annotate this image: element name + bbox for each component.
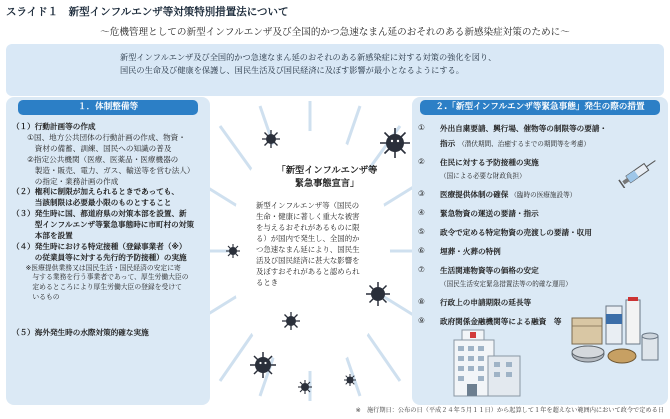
virus-icon xyxy=(380,128,410,158)
measure-number: ③ xyxy=(418,189,425,198)
measure-text: 政府関係金融機関等による融資 等 xyxy=(440,317,562,326)
left-line: （４）発生時における特定接種（登録事業者（※） xyxy=(12,241,187,251)
center-line: 及ぼすおそれがあると認められ xyxy=(256,267,360,276)
slide-title: スライド１ 新型インフルエンザ等対策特別措置法について xyxy=(6,6,289,18)
virus-icon xyxy=(226,244,240,258)
measure-item-1 xyxy=(418,123,666,138)
syringe-icon xyxy=(618,156,660,188)
center-line: 新型インフルエンザ等（国民の xyxy=(256,201,360,210)
center-line: る）が国内で発生し、全国的か xyxy=(256,234,360,243)
measure-note: （潜伏期間、治癒するまでの期間等を考慮） xyxy=(458,140,591,148)
emergency-declaration-title xyxy=(252,164,402,190)
center-line: 生命・健康に著しく重大な被害 xyxy=(256,212,360,221)
virus-icon xyxy=(282,312,300,330)
measure-text: 埋葬・火葬の特例 xyxy=(440,247,501,256)
center-title-line-1: 「新型インフルエンザ等 xyxy=(276,165,378,176)
supplies-icon xyxy=(566,296,662,366)
left-line: 本部を設置 xyxy=(12,231,73,241)
measure-number: ⑧ xyxy=(418,297,425,306)
left-note: 定めるところにより厚生労働大臣の登録を受けて xyxy=(12,282,182,291)
virus-icon xyxy=(262,130,280,148)
center-line: を与えるおそれがあるものに限 xyxy=(256,223,360,232)
measure-number: ⑤ xyxy=(418,227,425,236)
measure-item-1-cont xyxy=(418,138,666,157)
measure-item-4 xyxy=(418,208,666,227)
measure-number: ⑨ xyxy=(418,316,425,325)
left-line: ②指定公共機関（医療、医薬品・医療機器の xyxy=(12,154,179,164)
measure-item-6 xyxy=(418,246,666,265)
measure-text: 医療提供体制の確保 xyxy=(440,190,509,199)
measure-number: ② xyxy=(418,157,425,166)
measure-sub: （国による必要な財政負担） xyxy=(440,172,526,180)
hospital-icon xyxy=(448,322,524,398)
left-line-last: （５）海外発生時の水際対策的確な実施 xyxy=(12,328,149,338)
measure-number: ④ xyxy=(418,208,425,217)
measure-text: 指示 xyxy=(440,139,456,148)
virus-icon xyxy=(344,374,356,386)
center-line: つ急速なまん延により、国民生 xyxy=(256,245,360,254)
measure-number: ⑦ xyxy=(418,265,425,274)
measure-sub: （国民生活安定緊急措置法等の的確な運用） xyxy=(440,280,572,288)
left-note: 与する業務を行う事業者であって、厚生労働大臣の xyxy=(12,273,189,282)
left-line: ①国、地方公共団体の行動計画の作成、物資・ xyxy=(12,132,186,142)
left-line: （３）発生時に国、都道府県の対策本部を設置、新 xyxy=(12,209,187,219)
center-title-line-2: 緊急事態宣言」 xyxy=(294,178,360,189)
center-line: るとき xyxy=(256,278,279,287)
subtitle: ～危機管理としての新型インフルエンザ及び全国的かつ急速なまん延のおそれのある新感染症対策のために～ xyxy=(100,27,570,38)
virus-icon xyxy=(298,380,312,394)
left-line: の従業員等に対する先行的予防接種）の実施 xyxy=(12,252,187,262)
measure-text: 行政上の申請期限の延長等 xyxy=(440,298,532,307)
left-line: （１）行動計画等の作成 xyxy=(12,122,96,131)
virus-icon xyxy=(366,282,390,306)
measure-number: ⑥ xyxy=(418,246,425,255)
left-line: 当該制限は必要最小限のものとすること xyxy=(12,198,172,208)
measure-text: 緊急物資の運送の要請・指示 xyxy=(440,209,539,218)
right-panel-header: ２.「新型インフルエンザ等緊急事態」発生の際の措置 xyxy=(420,100,660,115)
emergency-declaration-body xyxy=(256,200,404,288)
intro-line-2: 国民の生命及び健康を保護し、国民生活及び国民経済に及ぼす影響が最小となるようにする。 xyxy=(120,64,464,75)
measure-item-7 xyxy=(418,265,666,278)
measure-item-5 xyxy=(418,227,666,246)
virus-icon xyxy=(250,352,276,378)
left-note: いるもの xyxy=(12,292,60,301)
measure-text: 政令で定める特定物資の売渡しの要請・収用 xyxy=(440,228,592,237)
left-line: 製造・販売、電力、ガス、輸送等を営む法人） xyxy=(12,165,195,175)
left-panel-header: １．体制整備等 xyxy=(18,100,198,115)
intro-line-1: 新型インフルエンザ及び全国的かつ急速なまん延のおそれのある新感染症に対する対策の強化を図り、 xyxy=(120,52,497,62)
measure-number: ① xyxy=(418,123,425,132)
left-line: の指定・業務計画の作成 xyxy=(12,176,119,186)
measure-text: 住民に対する予防接種の実施 xyxy=(440,158,539,167)
left-list xyxy=(12,122,208,339)
footer-note: ※ 施行期日：公布の日（平成２４年５月１１日）から起算して１年を超えない範囲内において政令で定める日 xyxy=(355,407,664,414)
measure-text: 生活関連物資等の価格の安定 xyxy=(440,266,539,275)
left-line: 型インフルエンザ等緊急事態時に市町村の対策 xyxy=(12,220,194,230)
measure-text: 外出自粛要請、興行場、催物等の制限等の要請・ xyxy=(440,124,608,133)
measure-note: （臨時の医療施設等） xyxy=(510,191,577,199)
center-line: 活及び国民経済に甚大な影響を xyxy=(256,256,360,265)
measure-item-3 xyxy=(418,189,666,208)
left-note: ※医療提供業務又は国民生活・国民経済の安定に寄 xyxy=(12,263,181,272)
intro-text xyxy=(120,51,640,76)
left-line: 資材の備蓄、訓練、国民への知識の普及 xyxy=(12,143,172,153)
left-line: （２）権利に制限が加えられるときであっても、 xyxy=(12,187,179,197)
